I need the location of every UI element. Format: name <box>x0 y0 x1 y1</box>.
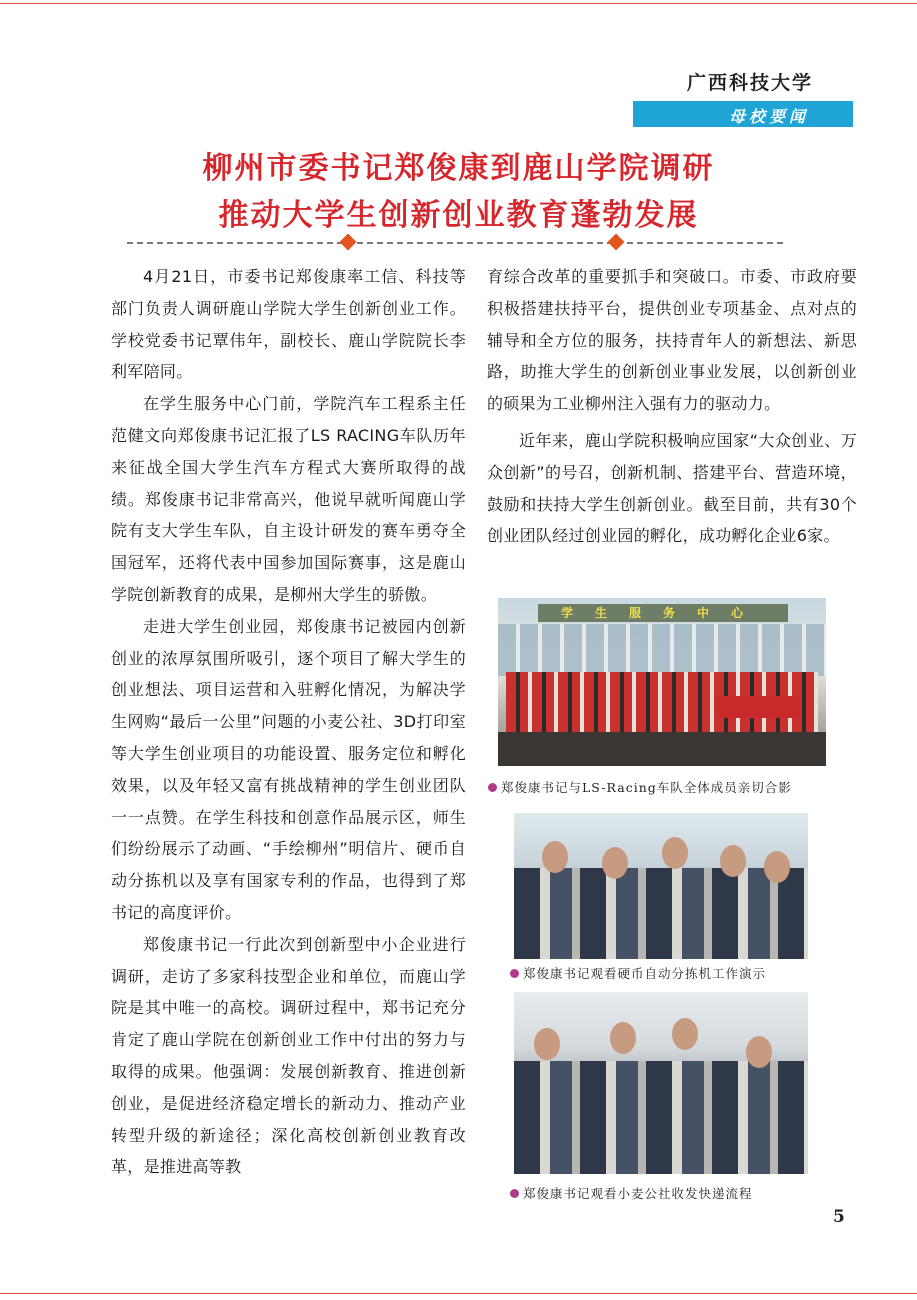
photo-caption <box>510 964 766 982</box>
headline-line-2: 推动大学生创新创业教育蓬勃发展 <box>218 198 699 233</box>
caption-text: 郑俊康书记观看硬币自动分拣机工作演示 <box>523 966 767 981</box>
photo-caption <box>510 1184 753 1202</box>
person-head <box>746 1036 772 1068</box>
paragraph: 4月21日，市委书记郑俊康率工信、科技等部门负责人调研鹿山学院大学生创新创业工作。学校党委书记覃伟年，副校长、鹿山学院院长李利军陪同。 <box>111 267 466 382</box>
race-car <box>498 732 826 766</box>
person-head <box>534 1028 560 1060</box>
article-right-column <box>487 261 857 552</box>
visitors-group <box>514 1061 808 1174</box>
caption-text: 郑俊康书记与LS-Racing车队全体成员亲切合影 <box>501 780 792 795</box>
photo-caption <box>488 778 792 796</box>
top-crop-line <box>0 3 917 4</box>
service-center-sign: 学生服务中心 <box>538 604 788 622</box>
team-banner <box>716 696 800 718</box>
section-bar <box>633 101 853 127</box>
headline-line-1: 柳州市委书记郑俊康到鹿山学院调研 <box>202 151 715 186</box>
caption-bullet-icon <box>510 1189 519 1198</box>
divider-diamond-icon <box>340 234 357 251</box>
paragraph: 郑俊康书记一行此次到创新型中小企业进行调研，走访了多家科技型企业和单位，而鹿山学院是其中唯一的高校。调研过程中，郑书记充分肯定了鹿山学院在创新创业工作中付出的努力与取得的成果。他强调：发展创新教育、推进创新创业，是促进经济稳定增长的新动力、推动产业转型升级的新途径；深化高校创新创业教育改革，是推进高等教 <box>111 934 466 1177</box>
caption-bullet-icon <box>510 969 519 978</box>
person-head <box>610 1022 636 1054</box>
person-head <box>602 847 628 879</box>
coin-sorter-demo-photo <box>514 813 808 959</box>
paragraph: 育综合改革的重要抓手和突破口。市委、市政府要积极搭建扶持平台，提供创业专项基金、点对点的辅导和全方位的服务，扶持青年人的新想法、新思路，助推大学生的创新创业事业发展，以创新创业的硕果为工业柳州注入强有力的驱动力。 <box>487 267 857 414</box>
person-head <box>662 837 688 869</box>
team-group-photo <box>498 598 826 766</box>
person-head <box>764 851 790 883</box>
person-head <box>542 841 568 873</box>
section-label: 母校要闻 <box>728 107 809 126</box>
visitors-group <box>514 868 808 959</box>
caption-text: 郑俊康书记观看小麦公社收发快递流程 <box>523 1186 753 1201</box>
page-number: 5 <box>833 1207 845 1227</box>
divider-diamond-icon <box>608 234 625 251</box>
paragraph: 近年来，鹿山学院积极响应国家“大众创业、万众创新”的号召，创新机制、搭建平台、营造环境，鼓励和扶持大学生创新创业。截至目前，共有30个创业团队经过创业园的孵化，成功孵化企业6家。 <box>487 430 857 546</box>
article-left-column <box>111 261 466 1183</box>
masthead <box>633 68 853 127</box>
paragraph: 走进大学生创业园，郑俊康书记被园内创新创业的浓厚氛围所吸引，逐个项目了解大学生的创业想法、项目运营和入驻孵化情况，为解决学生网购“最后一公里”问题的小麦公社、3D打印室等大学生创业项目的功能设置、服务定位和孵化效果，以及年轻又富有挑战精神的学生创业团队一一点赞。在学生科技和创意作品展示区，师生们纷纷展示了动画、“手绘柳州”明信片、硬币自动分拣机以及享有国家专利的作品，也得到了郑书记的高度评价。 <box>111 616 466 922</box>
bottom-crop-line <box>0 1293 917 1294</box>
caption-bullet-icon <box>488 783 497 792</box>
paragraph: 在学生服务中心门前，学院汽车工程系主任范健文向郑俊康书记汇报了LS RACING车队历年来征战全国大学生汽车方程式大赛所取得的战绩。郑俊康书记非常高兴，他说早就听闻鹿山学院有支大学生车队，自主设计研发的赛车勇夺全国冠军，还将代表中国参加国际赛事，这是鹿山学院创新教育的成果，是柳州大学生的骄傲。 <box>111 394 466 604</box>
express-delivery-visit-photo <box>514 992 808 1174</box>
building-facade <box>498 624 826 676</box>
person-head <box>672 1018 698 1050</box>
person-head <box>720 845 746 877</box>
title-divider <box>127 242 783 244</box>
university-name: 广西科技大学 <box>686 72 813 94</box>
